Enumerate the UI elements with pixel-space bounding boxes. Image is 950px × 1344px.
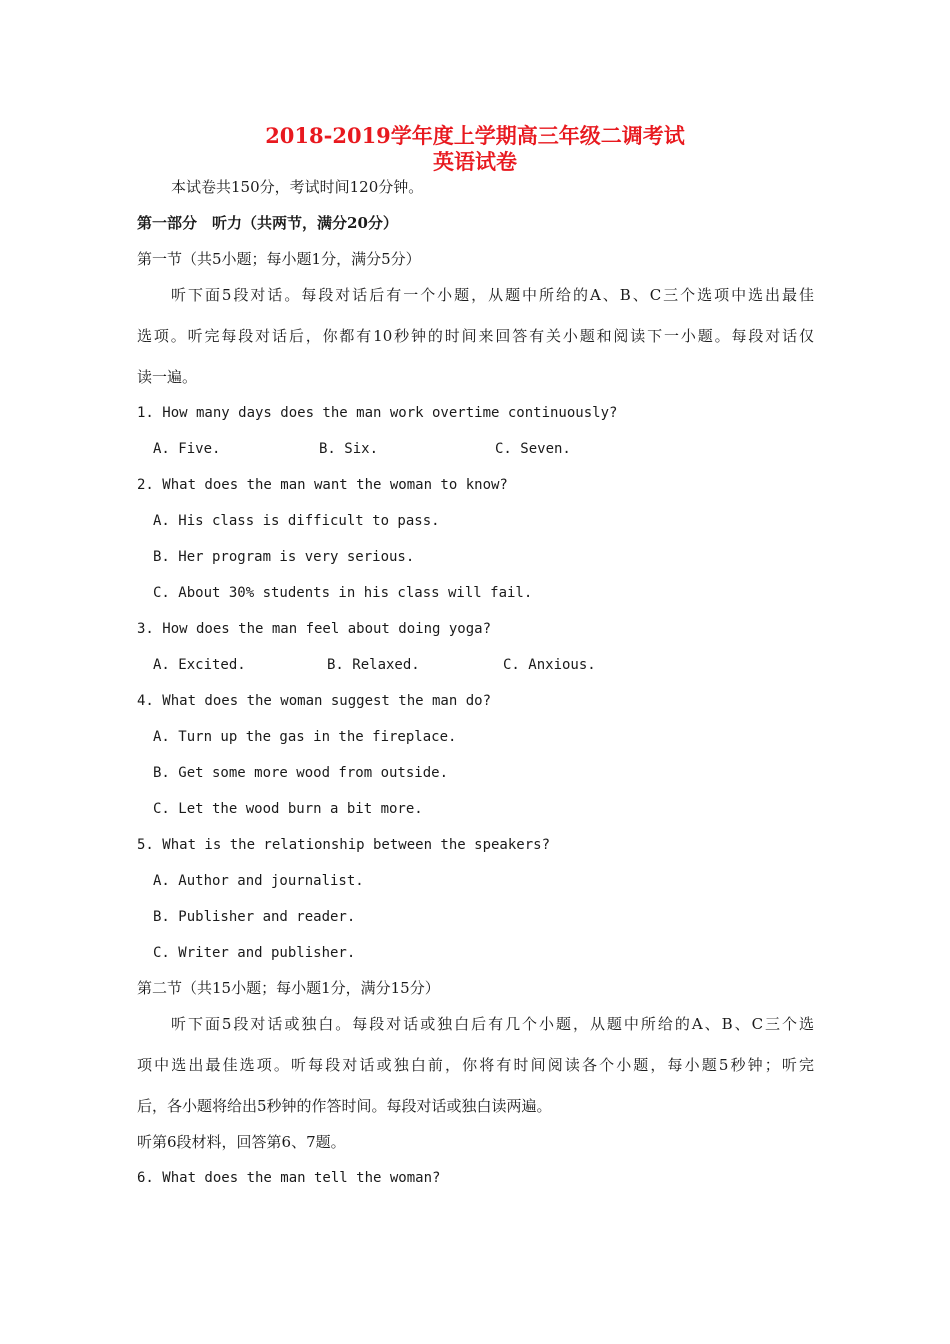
section1-instruction-line3: 读一遍。 xyxy=(137,368,198,386)
material-note: 听第6段材料，回答第6、7题。 xyxy=(137,1133,346,1151)
option-c: C. Seven. xyxy=(495,441,571,457)
option-b: B. Publisher and reader. xyxy=(153,909,356,925)
option-b: B. Six. xyxy=(319,441,379,457)
option-a: A. Excited. xyxy=(153,657,246,673)
question-stem: 3. How does the man feel about doing yoga? xyxy=(137,621,492,637)
option-c: C. Let the wood burn a bit more. xyxy=(153,801,423,817)
option-b: B. Relaxed. xyxy=(327,657,420,673)
option-b: B. Her program is very serious. xyxy=(153,549,415,565)
section2-instruction-line1: 听下面5段对话或独白。每段对话或独白后有几个小题，从题中所给的A、B、C三个选 xyxy=(171,1015,814,1033)
section1-heading: 第一节（共5小题；每小题1分，满分5分） xyxy=(137,250,421,268)
section2-instruction-line2: 项中选出最佳选项。听每段对话或独白前，你将有时间阅读各个小题，每小题5秒钟；听完 xyxy=(137,1056,814,1074)
part1-heading: 第一部分 听力（共两节，满分20分） xyxy=(137,214,398,232)
option-b: B. Get some more wood from outside. xyxy=(153,765,449,781)
option-a: A. Author and journalist. xyxy=(153,873,364,889)
option-c: C. About 30% students in his class will fail. xyxy=(153,585,533,601)
question-stem: 5. What is the relationship between the speakers? xyxy=(137,837,551,853)
question-stem: 1. How many days does the man work overtime continuously? xyxy=(137,405,618,421)
option-c: C. Writer and publisher. xyxy=(153,945,356,961)
question-stem: 6. What does the man tell the woman? xyxy=(137,1170,441,1186)
option-a: A. Turn up the gas in the fireplace. xyxy=(153,729,457,745)
section1-instruction-line2: 选项。听完每段对话后，你都有10秒钟的时间来回答有关小题和阅读下一小题。每段对话仅 xyxy=(137,327,814,345)
option-c: C. Anxious. xyxy=(503,657,596,673)
option-a: A. His class is difficult to pass. xyxy=(153,513,440,529)
section2-heading: 第二节（共15小题；每小题1分，满分15分） xyxy=(137,979,440,997)
question-stem: 2. What does the man want the woman to know? xyxy=(137,477,508,493)
exam-title: 2018-2019学年度上学期高三年级二调考试 xyxy=(265,123,685,148)
exam-intro: 本试卷共150分，考试时间120分钟。 xyxy=(171,178,424,196)
section1-instruction-line1: 听下面5段对话。每段对话后有一个小题，从题中所给的A、B、C三个选项中选出最佳 xyxy=(171,286,814,304)
question-stem: 4. What does the woman suggest the man do? xyxy=(137,693,492,709)
option-a: A. Five. xyxy=(153,441,221,457)
exam-subtitle: 英语试卷 xyxy=(433,149,517,174)
section2-instruction-line3: 后，各小题将给出5秒钟的作答时间。每段对话或独白读两遍。 xyxy=(137,1097,552,1115)
